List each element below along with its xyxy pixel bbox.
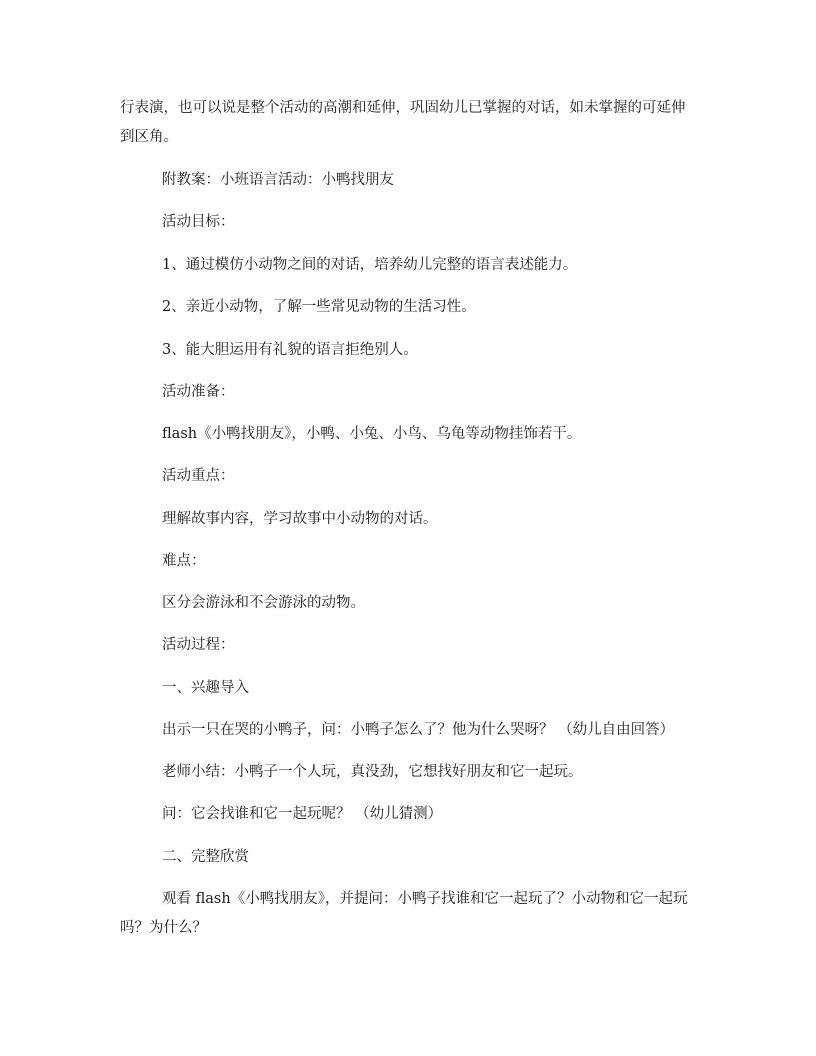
key-text: 理解故事内容，学习故事中小动物的对话。 — [162, 511, 438, 527]
goals-heading: 活动目标： — [162, 214, 235, 230]
goal-item-1: 1、通过模仿小动物之间的对话，培养幼儿完整的语言表述能力。 — [162, 257, 578, 273]
difficulty-text: 区分会游泳和不会游泳的动物。 — [162, 595, 365, 611]
section1-line-1: 出示一只在哭的小鸭子，问：小鸭子怎么了？他为什么哭呀？ （幼儿自由回答） — [162, 722, 675, 738]
prep-heading: 活动准备： — [162, 384, 235, 400]
continuation-line-1: 行表演，也可以说是整个活动的高潮和延伸，巩固幼儿已掌握的对话，如未掌握的可延伸 — [120, 100, 686, 116]
section2-para-line-2: 吗？为什么？ — [120, 920, 207, 936]
section1-heading: 一、兴趣导入 — [162, 680, 249, 696]
prep-text: flash《小鸭找朋友》，小鸭、小兔、小鸟、乌龟等动物挂饰若干。 — [162, 426, 582, 442]
continuation-line-2: 到区角。 — [120, 129, 178, 145]
section1-line-3: 问：它会找谁和它一起玩呢？ （幼儿猜测） — [162, 806, 443, 822]
section2-heading: 二、完整欣赏 — [162, 849, 249, 865]
goal-item-2: 2、亲近小动物，了解一些常见动物的生活习性。 — [162, 299, 476, 315]
difficulty-heading: 难点： — [162, 553, 206, 569]
key-heading: 活动重点： — [162, 468, 235, 484]
section1-line-2: 老师小结：小鸭子一个人玩，真没劲，它想找好朋友和它一起玩。 — [162, 764, 583, 780]
process-heading: 活动过程： — [162, 637, 235, 653]
section2-para-line-1: 观看 flash《小鸭找朋友》，并提问：小鸭子找谁和它一起玩了？小动物和它一起玩 — [162, 891, 688, 907]
goal-item-3: 3、能大胆运用有礼貌的语言拒绝别人。 — [162, 342, 418, 358]
appendix-title: 附教案：小班语言活动：小鸭找朋友 — [162, 172, 394, 188]
